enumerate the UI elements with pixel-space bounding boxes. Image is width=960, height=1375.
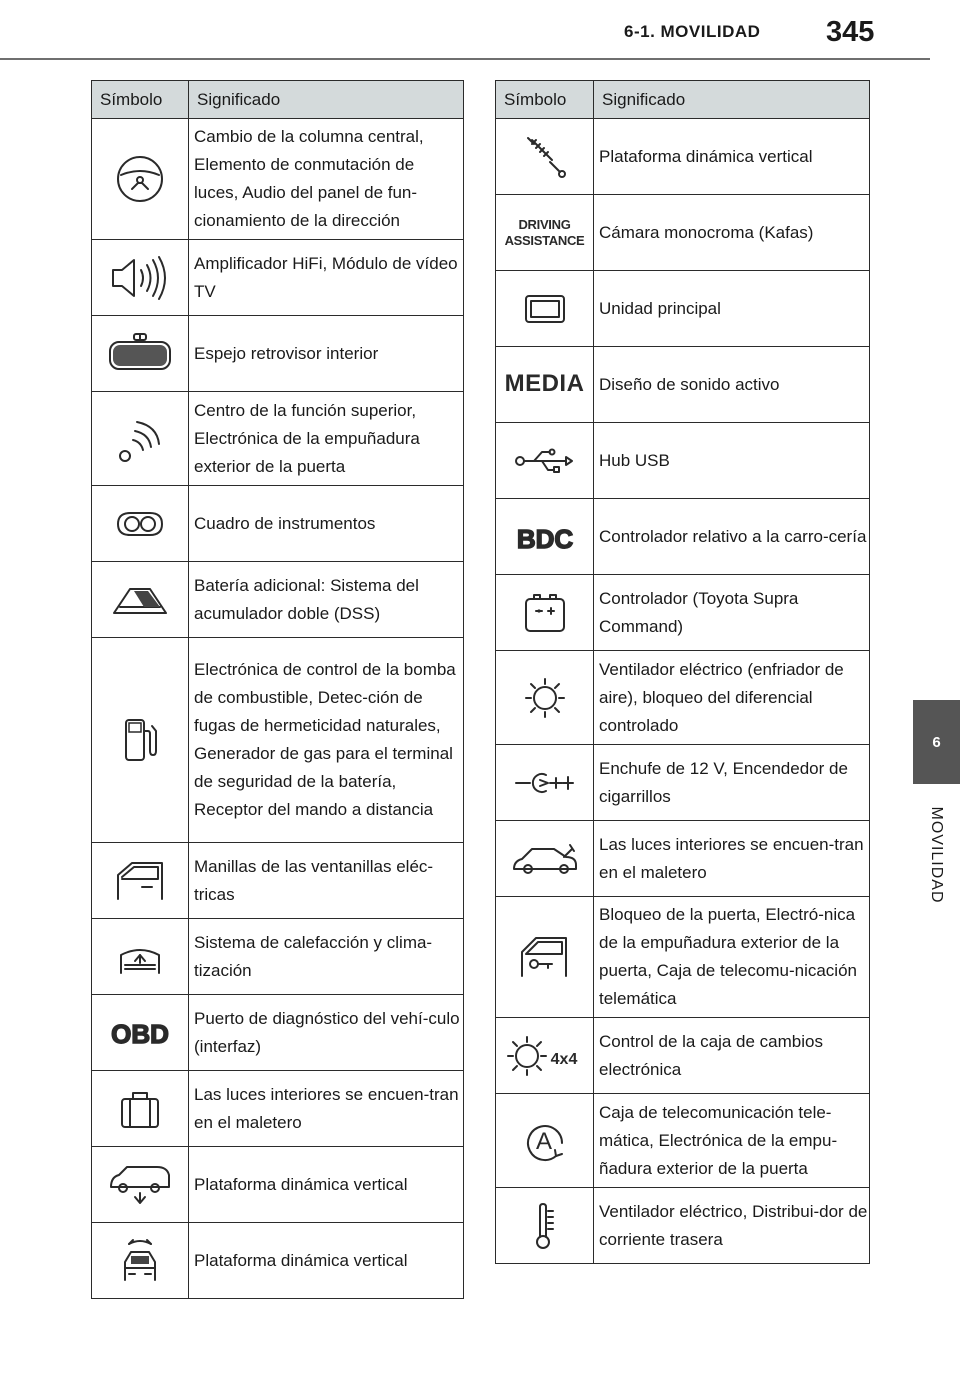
column-header-meaning: Significado [594,81,870,119]
meaning-cell: Controlador relativo a la carro-cería [594,499,870,575]
steering-wheel-icon [92,119,189,240]
table-row [92,843,464,919]
meaning-cell: Centro de la función superior, Electrónica de la empuñadura exterior de la puerta [189,392,464,486]
meaning-cell: Ventilador eléctrico (enfriador de aire), bloqueo del diferencial controlado [594,651,870,745]
meaning-cell: Diseño de sonido activo [594,347,870,423]
column-header-symbol: Símbolo [496,81,594,119]
table-row [496,195,870,271]
table-row [496,651,870,745]
fan-sun-icon [496,651,594,745]
door-key-icon [496,897,594,1018]
letter-a-circle-icon [496,1094,594,1188]
meaning-cell: Caja de telecomunicación tele-mática, Electrónica de la empu-ñadura exterior de la puerta [594,1094,870,1188]
meaning-cell: Amplificador HiFi, Módulo de vídeo TV [189,240,464,316]
meaning-cell: Las luces interiores se encuen-tran en el maletero [594,821,870,897]
meaning-cell: Hub USB [594,423,870,499]
climate-control-icon [92,919,189,995]
table-row [496,499,870,575]
table-row [496,271,870,347]
driving-assistance-text-icon [496,195,594,271]
instrument-cluster-icon [92,486,189,562]
chapter-label: MOVILIDAD [928,806,945,904]
table-row [92,562,464,638]
table-row [92,240,464,316]
table-row [92,1147,464,1223]
section-title: 6-1. MOVILIDAD [624,22,761,41]
table-row [496,1188,870,1264]
car-trunk-icon [496,821,594,897]
table-row [92,316,464,392]
column-header-meaning: Significado [189,81,464,119]
meaning-cell: Las luces interiores se encuen-tran en el maletero [189,1071,464,1147]
meaning-cell: Cuadro de instrumentos [189,486,464,562]
table-header-row [496,81,870,119]
obd-text-icon [92,995,189,1071]
wireless-signal-icon [92,392,189,486]
speaker-icon [92,240,189,316]
table-row [92,486,464,562]
icon-text: MEDIA [504,369,585,397]
table-row [496,347,870,423]
meaning-cell: Enchufe de 12 V, Encendedor de cigarrillos [594,745,870,821]
meaning-cell: Plataforma dinámica vertical [189,1223,464,1299]
meaning-cell: Control de la caja de cambios electrónica [594,1018,870,1094]
meaning-cell: Unidad principal [594,271,870,347]
meaning-cell: Plataforma dinámica vertical [189,1147,464,1223]
meaning-cell: Manillas de las ventanillas eléc-tricas [189,843,464,919]
icon-text: 4x4 [550,1050,577,1068]
window-door-icon [92,843,189,919]
meaning-cell: Plataforma dinámica vertical [594,119,870,195]
table-row [496,575,870,651]
chapter-tab [913,700,960,784]
battery-controller-icon [496,575,594,651]
fuel-pump-icon [92,638,189,843]
page-number: 345 [826,16,875,48]
vehicle-tilt-icon [92,1223,189,1299]
header-divider [0,58,930,60]
chapter-number: 6 [932,733,941,751]
rearview-mirror-icon [92,316,189,392]
svg-text:OBD: OBD [111,1018,169,1049]
meaning-cell: Cambio de la columna central, Elemento de conmutación de luces, Audio del panel de fun-cionamiento de la dirección [189,119,464,240]
table-row [496,821,870,897]
meaning-cell: Controlador (Toyota Supra Command) [594,575,870,651]
table-row [92,995,464,1071]
table-row [92,1223,464,1299]
thermometer-icon [496,1188,594,1264]
table-row [92,638,464,843]
table-row [92,1071,464,1147]
table-row [92,919,464,995]
luggage-icon [92,1071,189,1147]
table-row [92,119,464,240]
bdc-text-icon [496,499,594,575]
gear-4x4-icon [496,1018,594,1094]
meaning-cell: Cámara monocroma (Kafas) [594,195,870,271]
table-row [496,1018,870,1094]
table-row [496,745,870,821]
symbol-table-left [91,80,464,1299]
icon-text: BDC [516,523,573,554]
icon-text: A [535,1127,552,1155]
table-row [92,392,464,486]
media-text-icon [496,347,594,423]
meaning-cell: Electrónica de control de la bomba de combustible, Detec-ción de fugas de hermeticidad naturales, Generador de gas para el terminal de seguridad de la batería, Receptor del mando a distancia [189,638,464,843]
table-row [496,119,870,195]
column-header-symbol: Símbolo [92,81,189,119]
icon-text-line: ASSISTANCE [504,232,585,248]
car-roof-icon [92,562,189,638]
usb-icon [496,423,594,499]
shock-absorber-icon [496,119,594,195]
symbol-table-right [495,80,870,1264]
meaning-cell: Ventilador eléctrico, Distribui-dor de corriente trasera [594,1188,870,1264]
table-row [496,1094,870,1188]
socket-plug-icon [496,745,594,821]
meaning-cell: Batería adicional: Sistema del acumulador doble (DSS) [189,562,464,638]
icon-text-line: DRIVING [518,216,571,232]
meaning-cell: Bloqueo de la puerta, Electró-nica de la empuñadura exterior de la puerta, Caja de telecomu-nicación telemática [594,897,870,1018]
table-row [496,423,870,499]
meaning-cell: Puerto de diagnóstico del vehí-culo (interfaz) [189,995,464,1071]
table-row [496,897,870,1018]
meaning-cell: Espejo retrovisor interior [189,316,464,392]
vehicle-lift-icon [92,1147,189,1223]
table-header-row [92,81,464,119]
meaning-cell: Sistema de calefacción y clima-tización [189,919,464,995]
head-unit-icon [496,271,594,347]
